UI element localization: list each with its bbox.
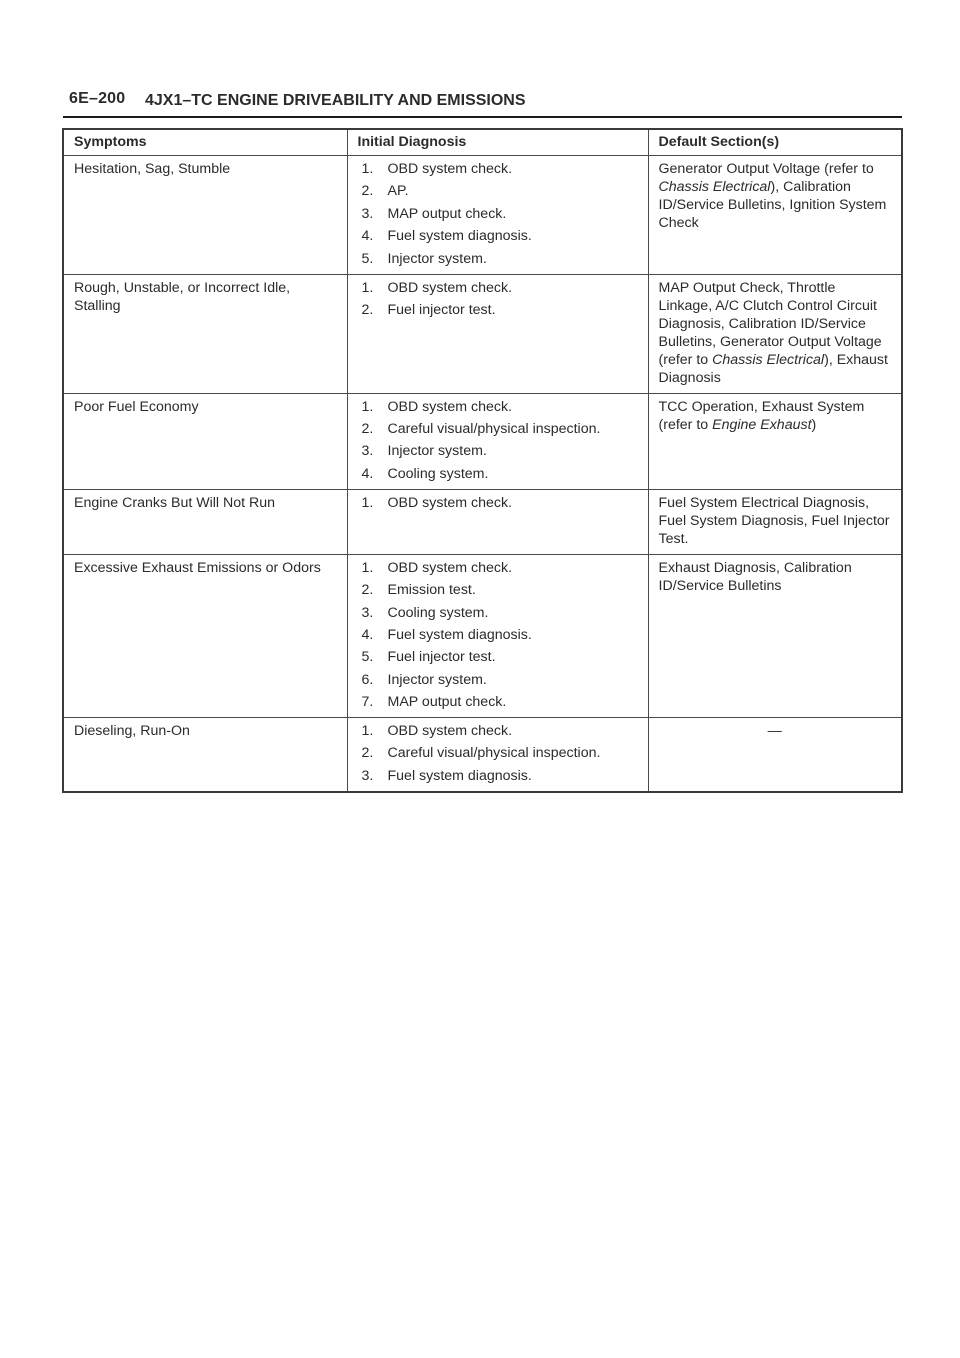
step-number: 4. — [361, 626, 374, 643]
step-text: OBD system check. — [387, 494, 513, 511]
diagnosis-step — [358, 398, 638, 416]
diagnosis-step — [358, 227, 638, 245]
diagnosis-step — [358, 767, 638, 785]
step-number: 1. — [361, 559, 374, 576]
page-title: 4JX1–TC ENGINE DRIVEABILITY AND EMISSIONS — [145, 92, 526, 109]
default-section-text: Exhaust Diagnosis, Calibration ID/Service Bulletins — [658, 559, 852, 594]
header-rule — [63, 116, 902, 118]
diagnosis-step — [358, 494, 638, 512]
step-number: 1. — [361, 723, 374, 740]
step-text: OBD system check. — [387, 559, 513, 576]
diagnosis-step — [358, 693, 638, 711]
step-number: 2. — [361, 183, 374, 200]
step-text: OBD system check. — [387, 398, 513, 415]
step-text: Fuel system diagnosis. — [387, 228, 532, 245]
step-number: 5. — [361, 250, 374, 267]
step-number: 2. — [361, 745, 374, 762]
diagnosis-step — [358, 581, 638, 599]
table-body — [63, 156, 902, 792]
initial-diagnosis-cell — [347, 554, 648, 717]
symptom-cell: Hesitation, Sag, Stumble — [63, 156, 347, 275]
step-text: Fuel system diagnosis. — [387, 767, 532, 784]
default-sections-cell — [648, 489, 902, 554]
step-text: Fuel injector test. — [387, 301, 496, 318]
step-text: Careful visual/physical inspection. — [387, 745, 601, 762]
table-row — [63, 554, 902, 717]
step-number: 3. — [361, 767, 374, 784]
diagnosis-step — [358, 420, 638, 438]
diagnosis-step — [358, 250, 638, 268]
step-number: 1. — [361, 494, 374, 511]
header-symptoms: Symptoms — [63, 129, 347, 156]
diagnosis-step — [358, 182, 638, 200]
symptom-cell: Excessive Exhaust Emissions or Odors — [63, 554, 347, 717]
step-number: 3. — [361, 443, 374, 460]
default-section-text: ), Calibration ID/Service Bulletins, Ignition System Check — [658, 179, 887, 231]
reference-section-name: Engine Exhaust — [712, 416, 812, 433]
diagnosis-step — [358, 160, 638, 178]
default-sections-cell — [648, 718, 902, 792]
diagnosis-step — [358, 744, 638, 762]
step-number: 1. — [361, 161, 374, 177]
step-number: 4. — [361, 465, 374, 482]
diagnosis-steps-list — [358, 279, 638, 319]
step-text: OBD system check. — [387, 161, 513, 177]
header-default-sections: Default Section(s) — [648, 129, 902, 156]
reference-section-name: Chassis Electrical — [658, 179, 771, 195]
table-row — [63, 718, 902, 792]
step-text: Injector system. — [387, 443, 487, 460]
default-section-text: ), Exhaust Diagnosis — [658, 351, 888, 386]
symptom-cell: Dieseling, Run-On — [63, 718, 347, 792]
diagnosis-step — [358, 648, 638, 666]
step-text: Fuel system diagnosis. — [387, 626, 532, 643]
initial-diagnosis-cell — [347, 393, 648, 489]
step-text: Emission test. — [387, 582, 476, 599]
diagnosis-table — [62, 128, 903, 793]
step-number: 4. — [361, 228, 374, 245]
step-number: 3. — [361, 604, 374, 621]
step-number: 6. — [361, 671, 374, 688]
initial-diagnosis-cell — [347, 156, 648, 275]
step-text: MAP output check. — [387, 694, 507, 711]
step-number: 2. — [361, 582, 374, 599]
table-row — [63, 489, 902, 554]
header-initial-diagnosis: Initial Diagnosis — [347, 129, 648, 156]
step-text: Careful visual/physical inspection. — [387, 420, 601, 437]
page-number: 6E–200 — [69, 90, 126, 107]
diagnosis-step — [358, 279, 638, 297]
step-text: AP. — [387, 183, 409, 200]
default-sections-cell — [648, 393, 902, 489]
default-section-text: ) — [811, 416, 817, 433]
default-section-text: TCC Operation, Exhaust System (refer to — [658, 398, 865, 433]
step-text: OBD system check. — [387, 723, 513, 740]
diagnosis-step — [358, 465, 638, 483]
table-row — [63, 156, 902, 275]
step-text: MAP output check. — [387, 205, 507, 222]
diagnosis-step — [358, 626, 638, 644]
initial-diagnosis-cell — [347, 489, 648, 554]
default-section-text: Generator Output Voltage (refer to — [658, 161, 874, 177]
step-text: OBD system check. — [387, 279, 513, 296]
diagnosis-step — [358, 205, 638, 223]
diagnosis-steps-list — [358, 160, 638, 268]
diagnosis-step — [358, 671, 638, 689]
diagnosis-step — [358, 559, 638, 577]
step-number: 7. — [361, 694, 374, 711]
diagnosis-steps-list — [358, 559, 638, 711]
step-number: 2. — [361, 301, 374, 318]
symptom-cell: Rough, Unstable, or Incorrect Idle, Stalling — [63, 274, 347, 393]
symptom-cell: Engine Cranks But Will Not Run — [63, 489, 347, 554]
diagnosis-steps-list — [358, 494, 638, 512]
diagnosis-step — [358, 442, 638, 460]
step-text: Cooling system. — [387, 604, 489, 621]
step-text: Cooling system. — [387, 465, 489, 482]
diagnosis-step — [358, 604, 638, 622]
diagnosis-step — [358, 722, 638, 740]
table-header-row — [63, 129, 902, 156]
step-text: Injector system. — [387, 671, 487, 688]
default-section-text: MAP Output Check, Throttle Linkage, A/C Clutch Control Circuit Diagnosis, Calibration ID/Service Bulletins, Generator Output Voltage (refer to — [658, 279, 882, 368]
symptom-cell: Poor Fuel Economy — [63, 393, 347, 489]
step-number: 1. — [361, 279, 374, 296]
default-section-text: Fuel System Electrical Diagnosis, Fuel System Diagnosis, Fuel Injector Test. — [658, 494, 890, 547]
initial-diagnosis-cell — [347, 274, 648, 393]
step-text: Fuel injector test. — [387, 649, 496, 666]
table-row — [63, 274, 902, 393]
step-number: 5. — [361, 649, 374, 666]
initial-diagnosis-cell — [347, 718, 648, 792]
default-sections-cell — [648, 274, 902, 393]
step-number: 3. — [361, 205, 374, 222]
step-text: Injector system. — [387, 250, 487, 267]
diagnosis-steps-list — [358, 722, 638, 785]
step-number: 1. — [361, 398, 374, 415]
reference-section-name: Chassis Electrical — [712, 351, 825, 368]
table-row — [63, 393, 902, 489]
diagnosis-steps-list — [358, 398, 638, 483]
default-section-text: — — [767, 723, 782, 740]
default-sections-cell — [648, 156, 902, 275]
diagnosis-step — [358, 301, 638, 319]
step-number: 2. — [361, 420, 374, 437]
default-sections-cell — [648, 554, 902, 717]
